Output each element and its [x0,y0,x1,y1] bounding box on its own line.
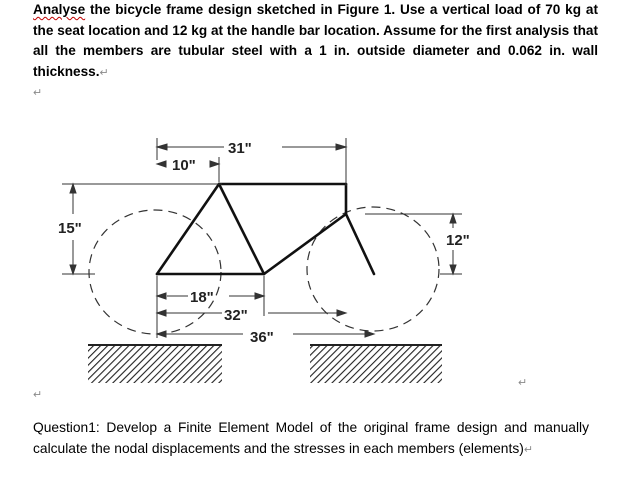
ground-rear [88,345,222,383]
down-tube [264,214,346,274]
misspelled-word: Analyse [33,2,86,17]
dimension-12in: 12" [446,232,470,249]
dimension-32in: 32" [224,307,248,324]
figure-paragraph-mark: ↵ [518,377,528,389]
seat-tube [219,184,264,274]
paragraph-mark: ↵ [99,66,109,79]
problem-statement-text: the bicycle frame design sketched in Figure 1. Use a vertical load of 70 kg at the seat location and 12 kg at the handle bar location. Assume for the first analysis that all the members are tubular steel with a 1 in. outside diameter and 0.062 in. wall thickness. [33,2,598,79]
paragraph-mark: ↵ [523,443,534,456]
rear-wheel [89,210,221,334]
dimension-10in: 10" [172,157,196,174]
dimension-36in: 36" [250,329,274,346]
fork [346,184,374,274]
question-text [33,418,589,460]
empty-paragraph-mark: ↵ [33,389,43,401]
dimension-18in: 18" [190,289,214,306]
ground-front [310,345,442,383]
dimension-15in: 15" [58,220,82,237]
dimension-31in: 31" [228,140,252,157]
question-body: Question1: Develop a Finite Element Model of the original frame design and manually calculate the nodal displacements and the stresses in each members (elements) [33,420,589,456]
seat-stay [157,184,219,274]
empty-paragraph-mark: ↵ [33,87,43,99]
